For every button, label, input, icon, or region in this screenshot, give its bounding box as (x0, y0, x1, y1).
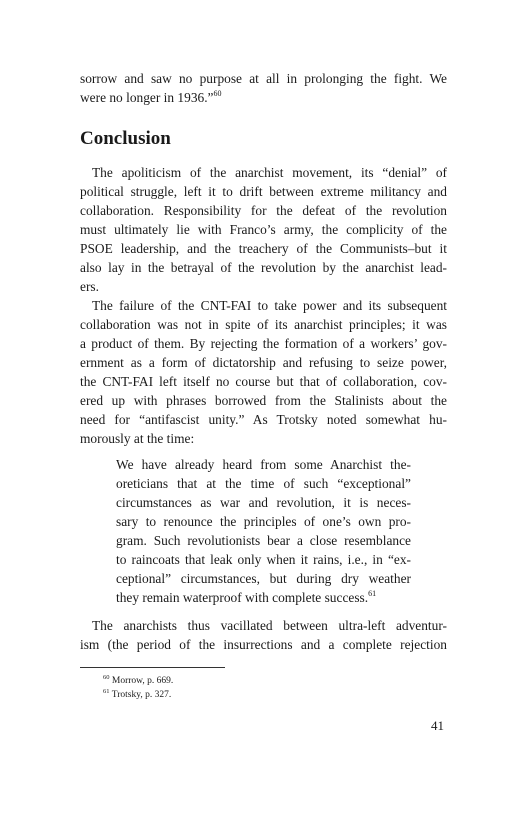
footnote-rule (80, 667, 225, 668)
body-line: a product of them. By rejecting the formation of a workers’ gov- (80, 336, 447, 351)
quote-line: to raincoats that leak only when it rains, i.e., in “ex- (116, 552, 411, 567)
quote-text: they remain waterproof with complete success. (116, 590, 369, 605)
body-line: morously at the time: (80, 431, 195, 446)
body-line: ers. (80, 279, 99, 294)
body-line: The anarchists thus vacillated between ultra-left adventur- (92, 618, 447, 633)
quote-line: sary to renounce the principles of one’s own pro- (116, 514, 411, 529)
body-line: collaboration. Responsibility for the defeat of the revolution (80, 203, 447, 218)
quote-line (116, 588, 376, 607)
body-text: were no longer in 1936.” (80, 90, 214, 105)
body-line: The failure of the CNT-FAI to take power and its subsequent (92, 298, 447, 313)
quote-line: ceptional” circumstances, but during dry weather (116, 571, 411, 586)
body-line: collaboration was not in spite of its anarchist principles; it was (80, 317, 447, 332)
body-line: ered up with phrases borrowed from the Stalinists about the (80, 393, 447, 408)
quote-line: gram. Such revolutionists bear a close resemblance (116, 533, 411, 548)
body-line: also lay in the betrayal of the revolution by the anarchist lead- (80, 260, 447, 275)
body-line: need for “antifascist unity.” As Trotsky noted somewhat hu- (80, 412, 447, 427)
quote-line: We have already heard from some Anarchist the- (116, 457, 411, 472)
quote-line: circumstances as war and revolution, it is neces- (116, 495, 411, 510)
page-number: 41 (431, 718, 444, 733)
body-line: must ultimately lie with Franco’s army, the complicity of the (80, 222, 447, 237)
quote-line: oreticians that at the time of such “exceptional” (116, 476, 411, 491)
footnote-ref[interactable]: 61 (368, 589, 377, 598)
footnote (103, 674, 173, 688)
body-line: PSOE leadership, and the treachery of the Communists–but it (80, 241, 447, 256)
footnote-number: 60 (103, 674, 110, 681)
footnote-text: Trotsky, p. 327. (111, 690, 172, 700)
footnote-ref[interactable]: 60 (213, 89, 222, 98)
footnote-text: Morrow, p. 669. (111, 676, 174, 686)
body-line: sorrow and saw no purpose at all in prolonging the fight. We (80, 71, 447, 86)
body-line (80, 88, 222, 107)
body-line: political struggle, left it to drift between extreme militancy and (80, 184, 447, 199)
body-line: the CNT-FAI left itself no course but that of collaboration, cov- (80, 374, 447, 389)
footnote (103, 688, 171, 702)
body-line: The apoliticism of the anarchist movement, its “denial” of (92, 165, 447, 180)
footnote-number: 61 (103, 688, 110, 695)
body-line: ism (the period of the insurrections and a complete rejection (80, 637, 447, 652)
body-line: ernment as a form of dictatorship and refusing to seize power, (80, 355, 447, 370)
section-heading: Conclusion (80, 128, 171, 149)
